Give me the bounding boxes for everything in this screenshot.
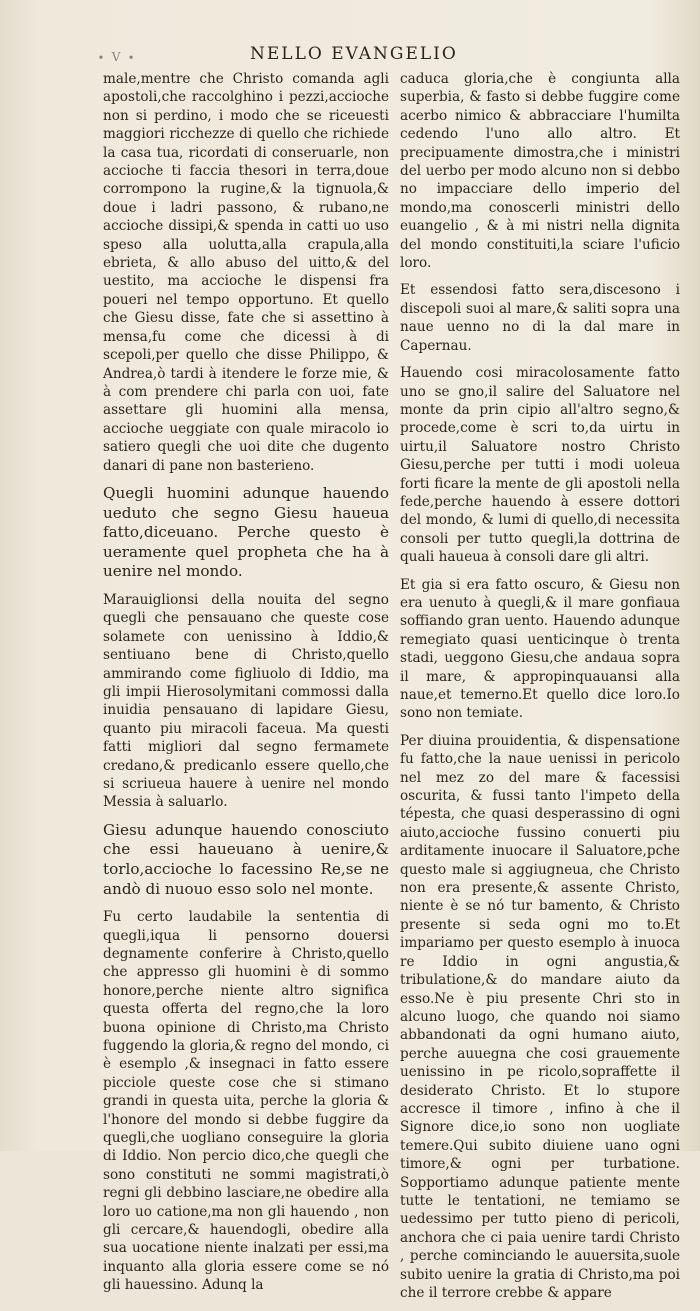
running-head: NELLO EVANGELIO xyxy=(250,44,458,64)
paragraph: Marauiglionsi della nouita del segno quegli che pensauano che queste cose solamete con uenissino à Iddio,& sentiuano bene di Christo,quello ammirando come figliuolo di Iddio, ma gli impii Hierosolymitani commossi dalla inuidia pensauano di lapidare Giesu, quanto piu miracoli faceua. Ma questi fatti migliori dal segno fermamete credano,& predicanlo essere quello,che si scriueua hauere à uenire nel mondo Messia à saluarlo. xyxy=(103,591,389,811)
paragraph: Et essendosi fatto sera,discesono i discepoli suoi al mare,& saliti sopra una naue uenno no di la dal mare in Capernau. xyxy=(400,282,680,354)
paragraph: Per diuina prouidentia, & dispensatione fu fatto,che la naue uenissi in pericolo nel mez zo del mare & facessisi oscurita, & fussi tanto l'impeto della tépesta, che quasi desperassino di ogni aiuto,accioche fussino conuerti piu arditamente inuocare il Saluatore,pche questo male si aggiugneua, che Christo non era presente,& assente Christo, niente è se nó tur bamento, & Christo presente si seda ogni mo to.Et impariamo per questo esemplo à inuoca re Iddio in ogni angustia,& tribulatione,& do mandare aiuto da esso.Ne è piu presente Chri sto in alcuno luogo, che quando noi siamo abbandonati da ogni humano aiuto, perche auuegna che cosi grauemente uenissino in pe ricolo,sopraffette il desiderato Christo. Et lo stupore accresce il timore , infino à che il Signore dice,io sono non uogliate temere.Qui subito diuiene uano ogni timore,& ogni per turbatione. Sopportiamo adunque patiente mente tutte le tentationi, ne temiamo se uedessimo per tutto pieno di pericoli, anchora che ci paia uenire tardi Christo , perche cominciando le auuersita,suole subito uenire la gratia di Christo,ma poi che il terrore crebbe & appare xyxy=(400,732,680,1301)
folio: ∙ V ∙ xyxy=(98,50,137,64)
paragraph: male,mentre che Christo comanda agli apostoli,che raccolghino i pezzi,accioche non si perdino, i modo che se riceuesti maggiori ricchezze di quello che richiede la casa tua, ricordati di conseruarle, non accioche ti faccia thesori in terra,doue corrompono la rugine,& la tignuola,& doue i ladri passono, & rubano,ne accioche dissipi,& spenda in catti uo uso speso alla uolutta,alla crapula,alla ebrieta, & allo abuso del uitto,& del uestito, ma accioche le dispensi fra poueri nel tempo opportuno. Et quello che Giesu disse, fate che si assettino à mensa,fu come che dicessi à di scepoli,per quello che disse Philippo, & Andrea,ò tardi à itendere le forze mie, & à com prendere chi parla con uoi, fate assettare gli huomini alla mensa, accioche ueggiate con quale miracolo io satiero quegli che uoi dite che dugento danari di pane non basterieno. xyxy=(103,71,389,474)
paragraph: Quegli huomini adunque hauendo ueduto che segno Giesu haueua fatto,diceuano. Perche questo è ueramente quel propheta che ha à uenire nel mondo. xyxy=(103,483,389,581)
paragraph: Fu certo laudabile la sententia di quegli,iqua li pensorno douersi degnamente conferire à Christo,quello che appresso gli huomini è di sommo honore,perche niente altro significa questa offerta del regno,che la loro buona opinione di Christo,ma Christo fuggendo la gloria,& regno del mondo, ci è esemplo ,& insegnaci in fatto essere picciole queste cose che si stimano grandi in questa uita, perche la gloria & l'honore del mondo si debbe fuggire da quegli,che uogliano conseguire la gloria di Iddio. Non percio dico,che quegli che sono constituti ne sommi magistrati,ò regni gli debbino lasciare,ne obedire alla loro uo catione,ma non gli hauendo , non gli cercare,& hauendogli, obedire alla sua uocatione niente inalzati per essi,ma inquanto alla gloria essere come se nó gli hauessino. Adunq la xyxy=(103,909,389,1294)
paragraph: Hauendo cosi miracolosamente fatto uno se gno,il salire del Saluatore nel monte da prin cipio all'altro segno,& procede,come è scri to,da uirtu in uirtu,il Saluatore nostro Christo Giesu,perche per tutti i modi uoleua forti ficare la mente de gli apostoli nella fede,perche hauendo à essere dottori del mondo, & lumi di quello,di necessita consoli per tutto quegli,la dottrina de quali haueua à consoli dare gli altri. xyxy=(400,365,680,566)
right-column xyxy=(400,70,680,1311)
left-column xyxy=(103,70,389,1304)
page-header xyxy=(0,44,700,68)
paragraph: Giesu adunque hauendo conosciuto che essi haueuano à uenire,& torlo,accioche lo facessino Re,se ne andò di nuouo esso solo nel monte. xyxy=(103,820,389,898)
paragraph: Et gia si era fatto oscuro, & Giesu non era uenuto à quegli,& il mare gonfiaua soffiando gran uento. Hauendo adunque remegiato quasi uenticinque ò trenta stadi, ueggono Giesu,che andaua sopra il mare, & appropinquauansi alla naue,et temerno.Et quello dice loro.Io sono non temiate. xyxy=(400,576,680,722)
paragraph: caduca gloria,che è congiunta alla superbia, & fasto si debbe fuggire come acerbo nimico & abbracciare l'humilta cedendo l'uno allo altro. Et precipuamente dimostra,che i ministri del uerbo per modo alcuno non si debbo no impacciare dello imperio del mondo,ma conoscerli ministri dello euangelio , & à mi nistri nella dignita del mondo constituiti,la sciare l'uficio loro. xyxy=(400,71,680,272)
